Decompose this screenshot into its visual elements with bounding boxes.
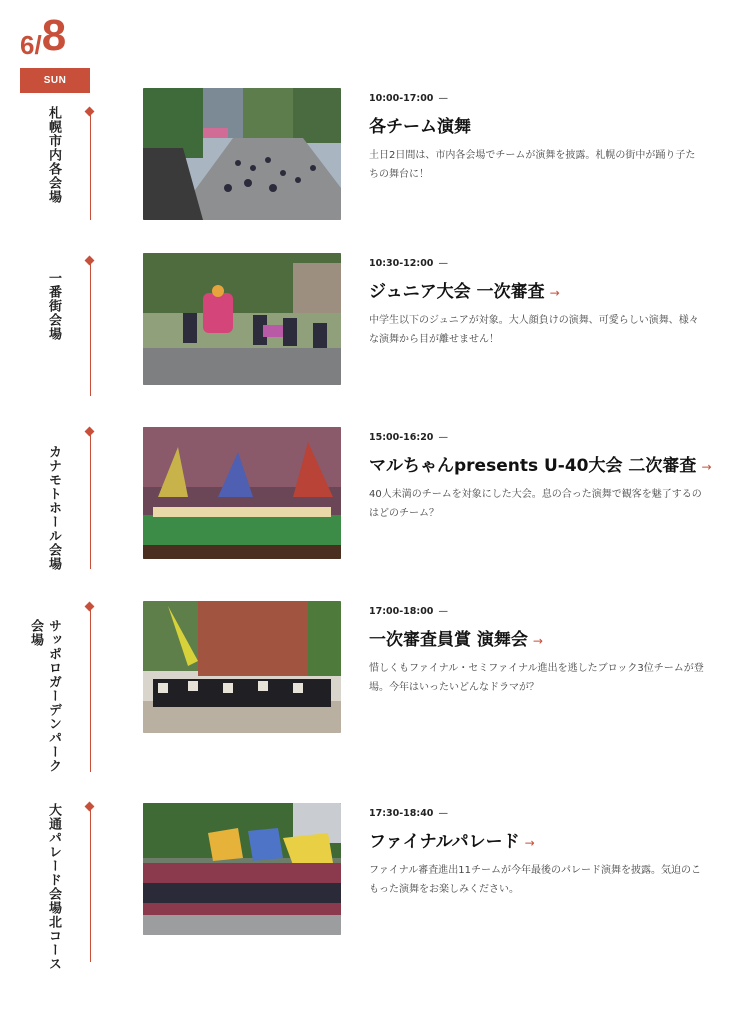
arrow-right-icon: →	[524, 836, 535, 850]
schedule-item	[0, 427, 736, 587]
timeline-line	[90, 261, 91, 396]
event-title-text: 各チーム演舞	[369, 117, 471, 137]
date-display	[20, 11, 67, 60]
photo-image	[143, 253, 341, 385]
photo-image	[143, 803, 341, 935]
event-description: ファイナル審査進出11チームが今年最後のパレード演舞を披露。気迫のこもった演舞をお楽しみください。	[369, 865, 702, 895]
event-description: 土日2日間は、市内各会場でチームが演舞を披露。札幌の街中が踊り子たちの舞台に！	[369, 150, 696, 180]
street-parade-photo[interactable]	[143, 88, 341, 220]
venue-label: 札幌市内各会場	[46, 106, 61, 204]
venue-label: 一番街会場	[46, 271, 61, 341]
schedule-item	[0, 253, 736, 413]
event-time: 10:30-12:00 —	[369, 258, 448, 269]
stage-hall-photo[interactable]	[143, 427, 341, 559]
venue-label: サッポロガーデンパーク会場	[28, 619, 61, 773]
event-time: 15:00-16:20 —	[369, 432, 448, 443]
photo-image	[143, 427, 341, 559]
event-description: 惜しくもファイナル・セミファイナル進出を逃したブロック3位チームが登場。今年はいったいどんなドラマが？	[369, 663, 704, 693]
junior-dance-photo[interactable]	[143, 253, 341, 385]
schedule-item	[0, 803, 736, 1003]
timeline-line	[90, 432, 91, 569]
schedule-item	[0, 601, 736, 781]
date-day: 8	[41, 11, 67, 60]
brick-building-dance-photo[interactable]	[143, 601, 341, 733]
event-title	[369, 112, 471, 137]
venue-label: 大通パレード会場北コース	[46, 803, 61, 971]
photo-image	[143, 88, 341, 220]
venue-label: カナモトホール会場	[46, 445, 61, 571]
timeline-line	[90, 112, 91, 220]
event-time: 17:30-18:40 —	[369, 808, 448, 819]
arrow-right-icon: →	[549, 286, 560, 300]
arrow-right-icon: →	[701, 460, 712, 474]
arrow-right-icon: →	[532, 634, 543, 648]
event-title-link[interactable]	[369, 277, 560, 302]
date-month: 6/	[20, 30, 42, 60]
event-title-link[interactable]	[369, 451, 712, 476]
event-title-text: ジュニア大会 一次審査	[369, 282, 545, 302]
event-title-link[interactable]	[369, 827, 535, 852]
timeline-line	[90, 807, 91, 962]
schedule-item	[0, 88, 736, 248]
weekday-badge: SUN	[20, 68, 90, 93]
final-parade-photo[interactable]	[143, 803, 341, 935]
photo-image	[143, 601, 341, 733]
event-time: 17:00-18:00 —	[369, 606, 448, 617]
event-description: 中学生以下のジュニアが対象。大人顔負けの演舞、可愛らしい演舞、様々な演舞から目が離せません！	[369, 315, 699, 345]
event-title-link[interactable]	[369, 625, 543, 650]
event-title-text: 一次審査員賞 演舞会	[369, 630, 528, 650]
event-description: 40人未満のチームを対象にした大会。息の合った演舞で観客を魅了するのはどのチーム？	[369, 489, 702, 519]
event-title-text: ファイナルパレード	[369, 832, 520, 852]
event-time: 10:00-17:00 —	[369, 93, 448, 104]
event-title-text: マルちゃんpresents U-40大会 二次審査	[369, 456, 697, 476]
timeline-line	[90, 607, 91, 772]
